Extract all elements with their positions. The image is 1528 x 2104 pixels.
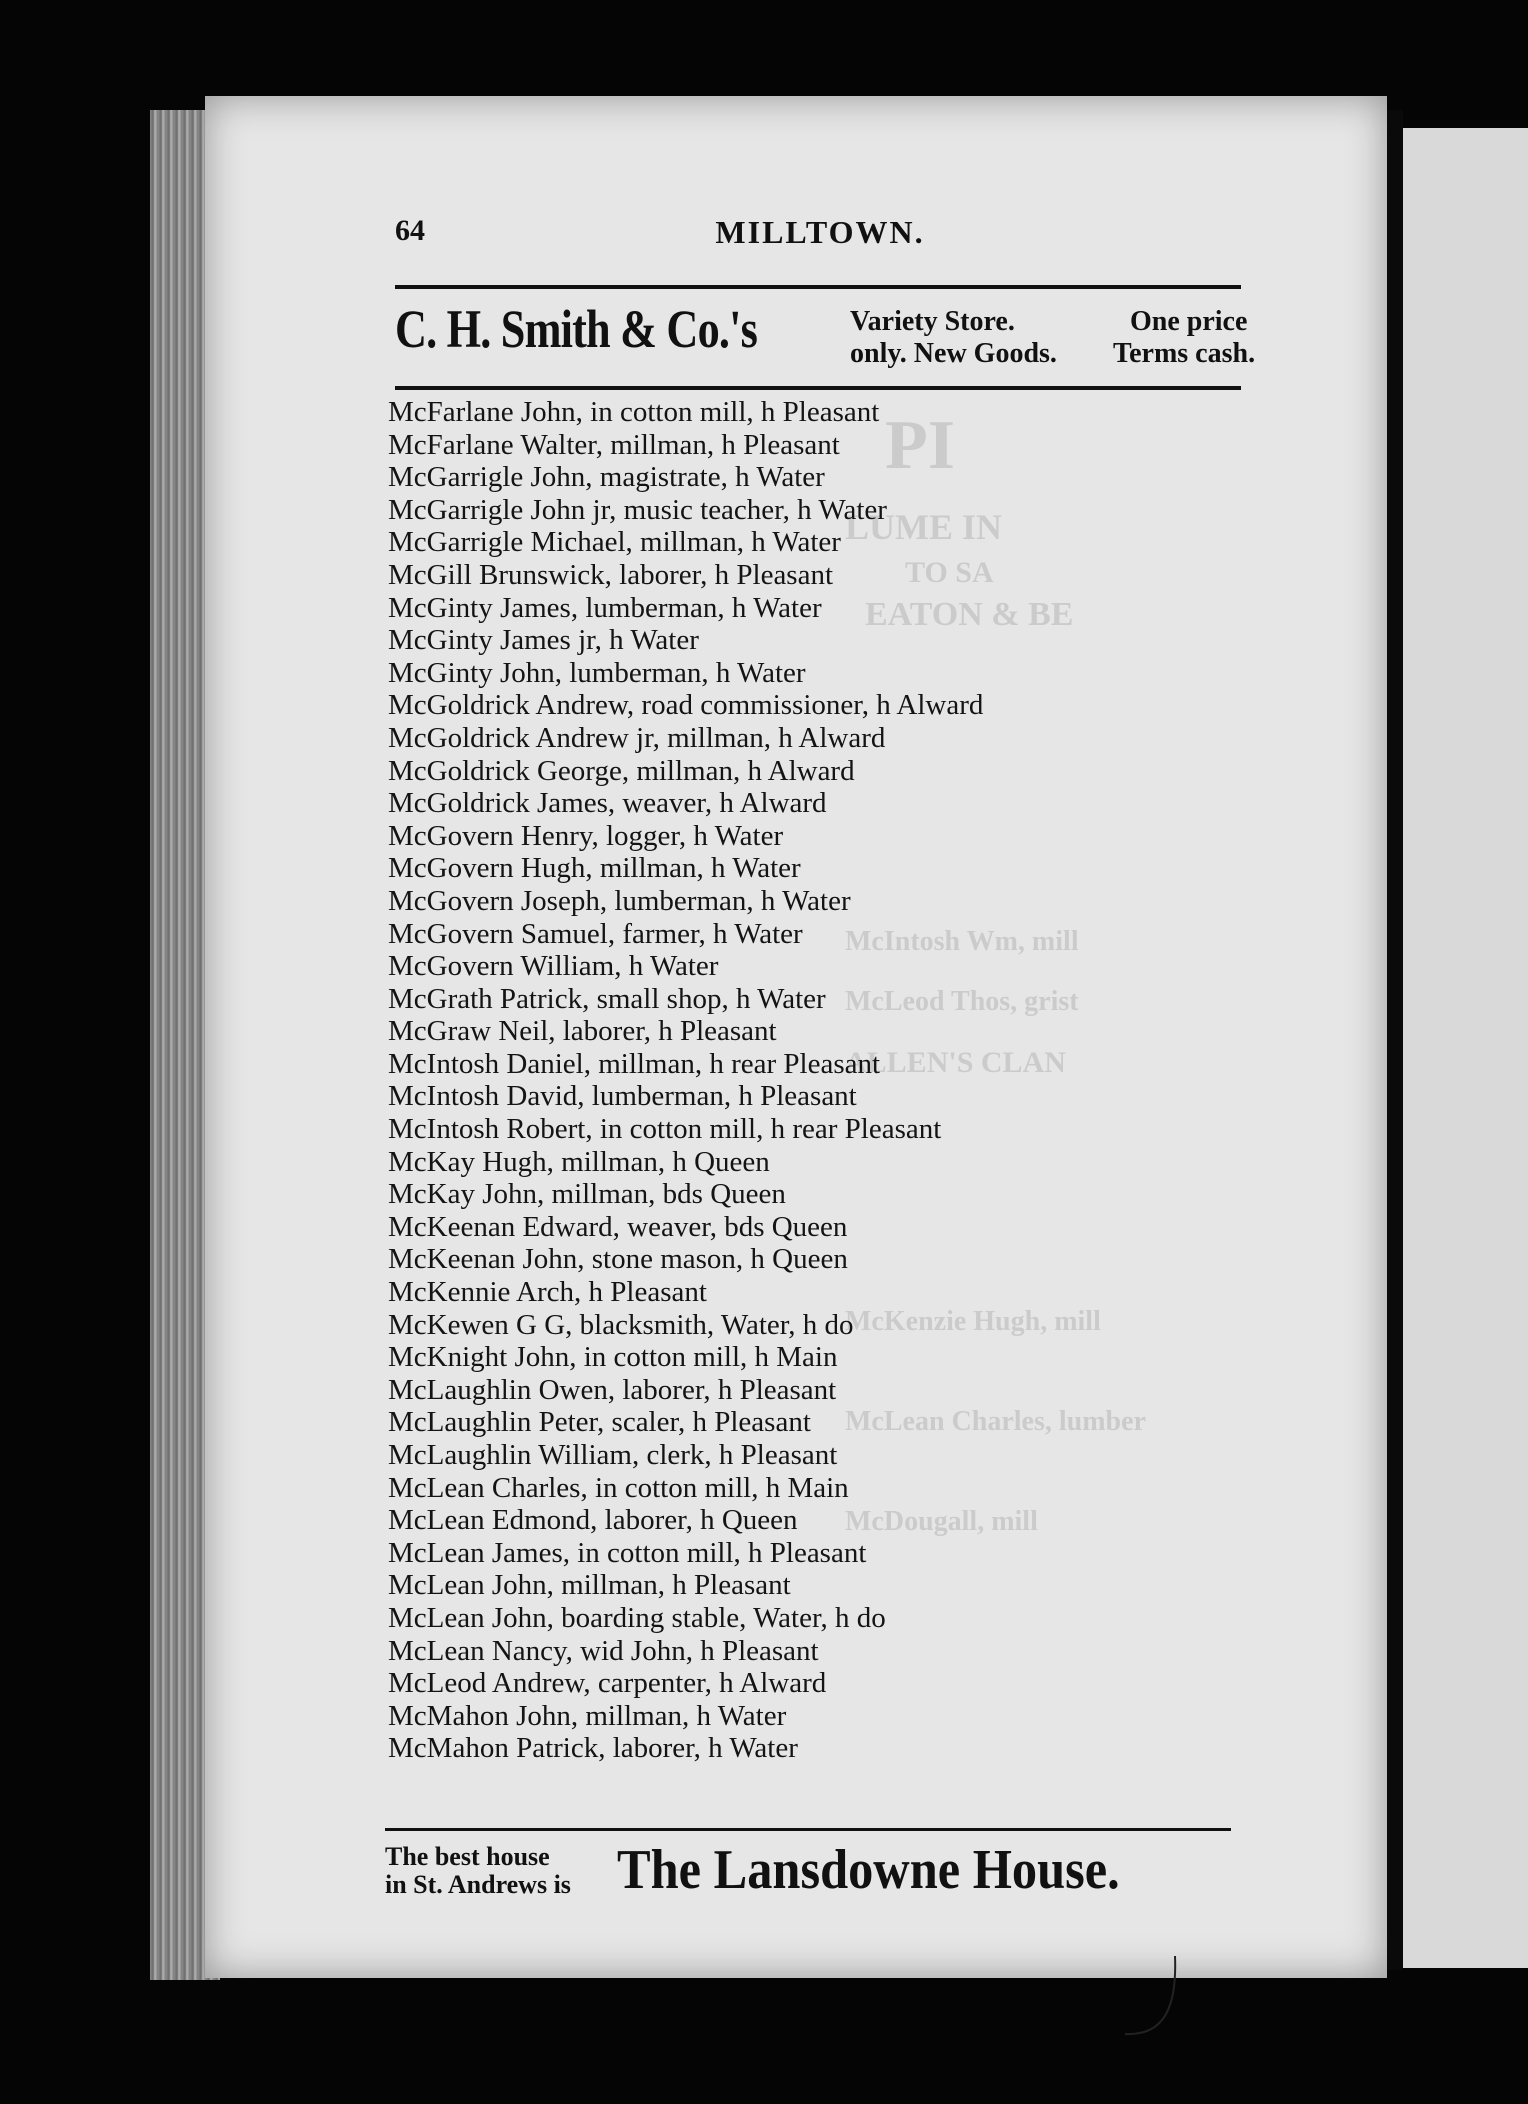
ad-bottom-tagline-1: The best house — [385, 1842, 550, 1871]
directory-entry: McGoldrick Andrew, road commissioner, h Alward — [388, 689, 984, 722]
facing-page-edge — [1403, 128, 1528, 1968]
ad-bottom-tagline-2: in St. Andrews is — [385, 1870, 571, 1899]
directory-entry: McLean Nancy, wid John, h Pleasant — [388, 1634, 819, 1667]
directory-entry: McLaughlin Owen, laborer, h Pleasant — [388, 1373, 837, 1406]
directory-entry: McLean James, in cotton mill, h Pleasant — [388, 1536, 867, 1569]
directory-entry: McKnight John, in cotton mill, h Main — [388, 1341, 838, 1374]
directory-entry: McKeenan John, stone mason, h Queen — [388, 1243, 848, 1276]
ad-business-name: C. H. Smith & Co.'s — [395, 299, 758, 359]
directory-entry: McGinty James jr, h Water — [388, 624, 699, 657]
directory-entry: McKewen G G, blacksmith, Water, h do — [388, 1308, 854, 1341]
top-rule — [395, 285, 1241, 289]
ad-tagline: only. New Goods. — [850, 338, 1057, 369]
directory-entry: McLeod Andrew, carpenter, h Alward — [388, 1667, 827, 1700]
advertisement-bottom — [385, 1836, 1235, 1916]
directory-entry: McGill Brunswick, laborer, h Pleasant — [388, 558, 834, 591]
directory-entry: McGinty James, lumberman, h Water — [388, 591, 822, 624]
book-gutter — [1387, 110, 1403, 1970]
ad-terms: Terms cash. — [1113, 338, 1256, 369]
directory-entry: McMahon Patrick, laborer, h Water — [388, 1732, 798, 1765]
directory-entry: McGoldrick George, millman, h Alward — [388, 754, 855, 787]
directory-entry: McLean Charles, in cotton mill, h Main — [388, 1471, 849, 1504]
directory-entry: McGraw Neil, laborer, h Pleasant — [388, 1015, 777, 1048]
directory-entry: McFarlane John, in cotton mill, h Pleasant — [388, 396, 880, 428]
directory-entry: McGovern Samuel, farmer, h Water — [388, 917, 803, 950]
directory-entry: McIntosh Robert, in cotton mill, h rear Pleasant — [388, 1113, 942, 1146]
directory-entry: McLean Edmond, laborer, h Queen — [388, 1504, 798, 1537]
directory-entries — [388, 396, 1248, 1765]
directory-entry: McLaughlin William, clerk, h Pleasant — [388, 1439, 838, 1471]
directory-entry: McGarrigle John jr, music teacher, h Water — [388, 493, 887, 526]
ad-pricing: One price — [1130, 306, 1248, 337]
ad-bottom-hotel-name: The Lansdowne House. — [617, 1839, 1120, 1901]
page-number: 64 — [395, 214, 425, 247]
bleed-through-text: PI LUME IN TO SA EATON & BE McIntosh Wm, mill McLeod Thos, grist ALLEN'S CLAN McKenzie Hugh, mill McLean Charles, lumber McDougall, mill — [845, 407, 1146, 1537]
directory-entry: McKeenan Edward, weaver, bds Queen — [388, 1210, 848, 1243]
directory-entry: McKay John, millman, bds Queen — [388, 1178, 786, 1211]
directory-entry: McGrath Patrick, small shop, h Water — [388, 982, 826, 1015]
header-rule — [395, 386, 1241, 390]
advertisement-top — [395, 294, 1256, 382]
directory-entry: McGovern Joseph, lumberman, h Water — [388, 884, 851, 917]
directory-entry: McLaughlin Peter, scaler, h Pleasant — [388, 1406, 811, 1439]
directory-entry: McGarrigle Michael, millman, h Water — [388, 526, 841, 559]
directory-entry: McGovern Hugh, millman, h Water — [388, 852, 801, 885]
directory-entry: McIntosh David, lumberman, h Pleasant — [388, 1080, 857, 1113]
directory-entry: McGinty John, lumberman, h Water — [388, 656, 806, 689]
directory-entry: McIntosh Daniel, millman, h rear Pleasant — [388, 1047, 881, 1080]
directory-entry: McGovern Henry, logger, h Water — [388, 819, 784, 852]
directory-entry: McLean John, millman, h Pleasant — [388, 1569, 791, 1602]
directory-page — [205, 96, 1387, 1978]
running-head — [395, 214, 1245, 254]
directory-entry: McKennie Arch, h Pleasant — [388, 1276, 707, 1309]
ad-store-type: Variety Store. — [850, 306, 1015, 337]
directory-entry: McKay Hugh, millman, h Queen — [388, 1145, 770, 1178]
directory-entry: McLean John, boarding stable, Water, h do — [388, 1601, 886, 1634]
directory-entry: McMahon John, millman, h Water — [388, 1699, 787, 1732]
directory-entry: McGoldrick Andrew jr, millman, h Alward — [388, 721, 886, 754]
running-title: MILLTOWN. — [715, 214, 925, 250]
directory-entry: McFarlane Walter, millman, h Pleasant — [388, 428, 840, 461]
directory-entry: McGovern William, h Water — [388, 950, 719, 983]
pencil-mark — [1105, 1916, 1285, 2066]
directory-entry: McGoldrick James, weaver, h Alward — [388, 787, 827, 820]
footer-rule — [385, 1828, 1231, 1831]
directory-entry: McGarrigle John, magistrate, h Water — [388, 461, 825, 494]
